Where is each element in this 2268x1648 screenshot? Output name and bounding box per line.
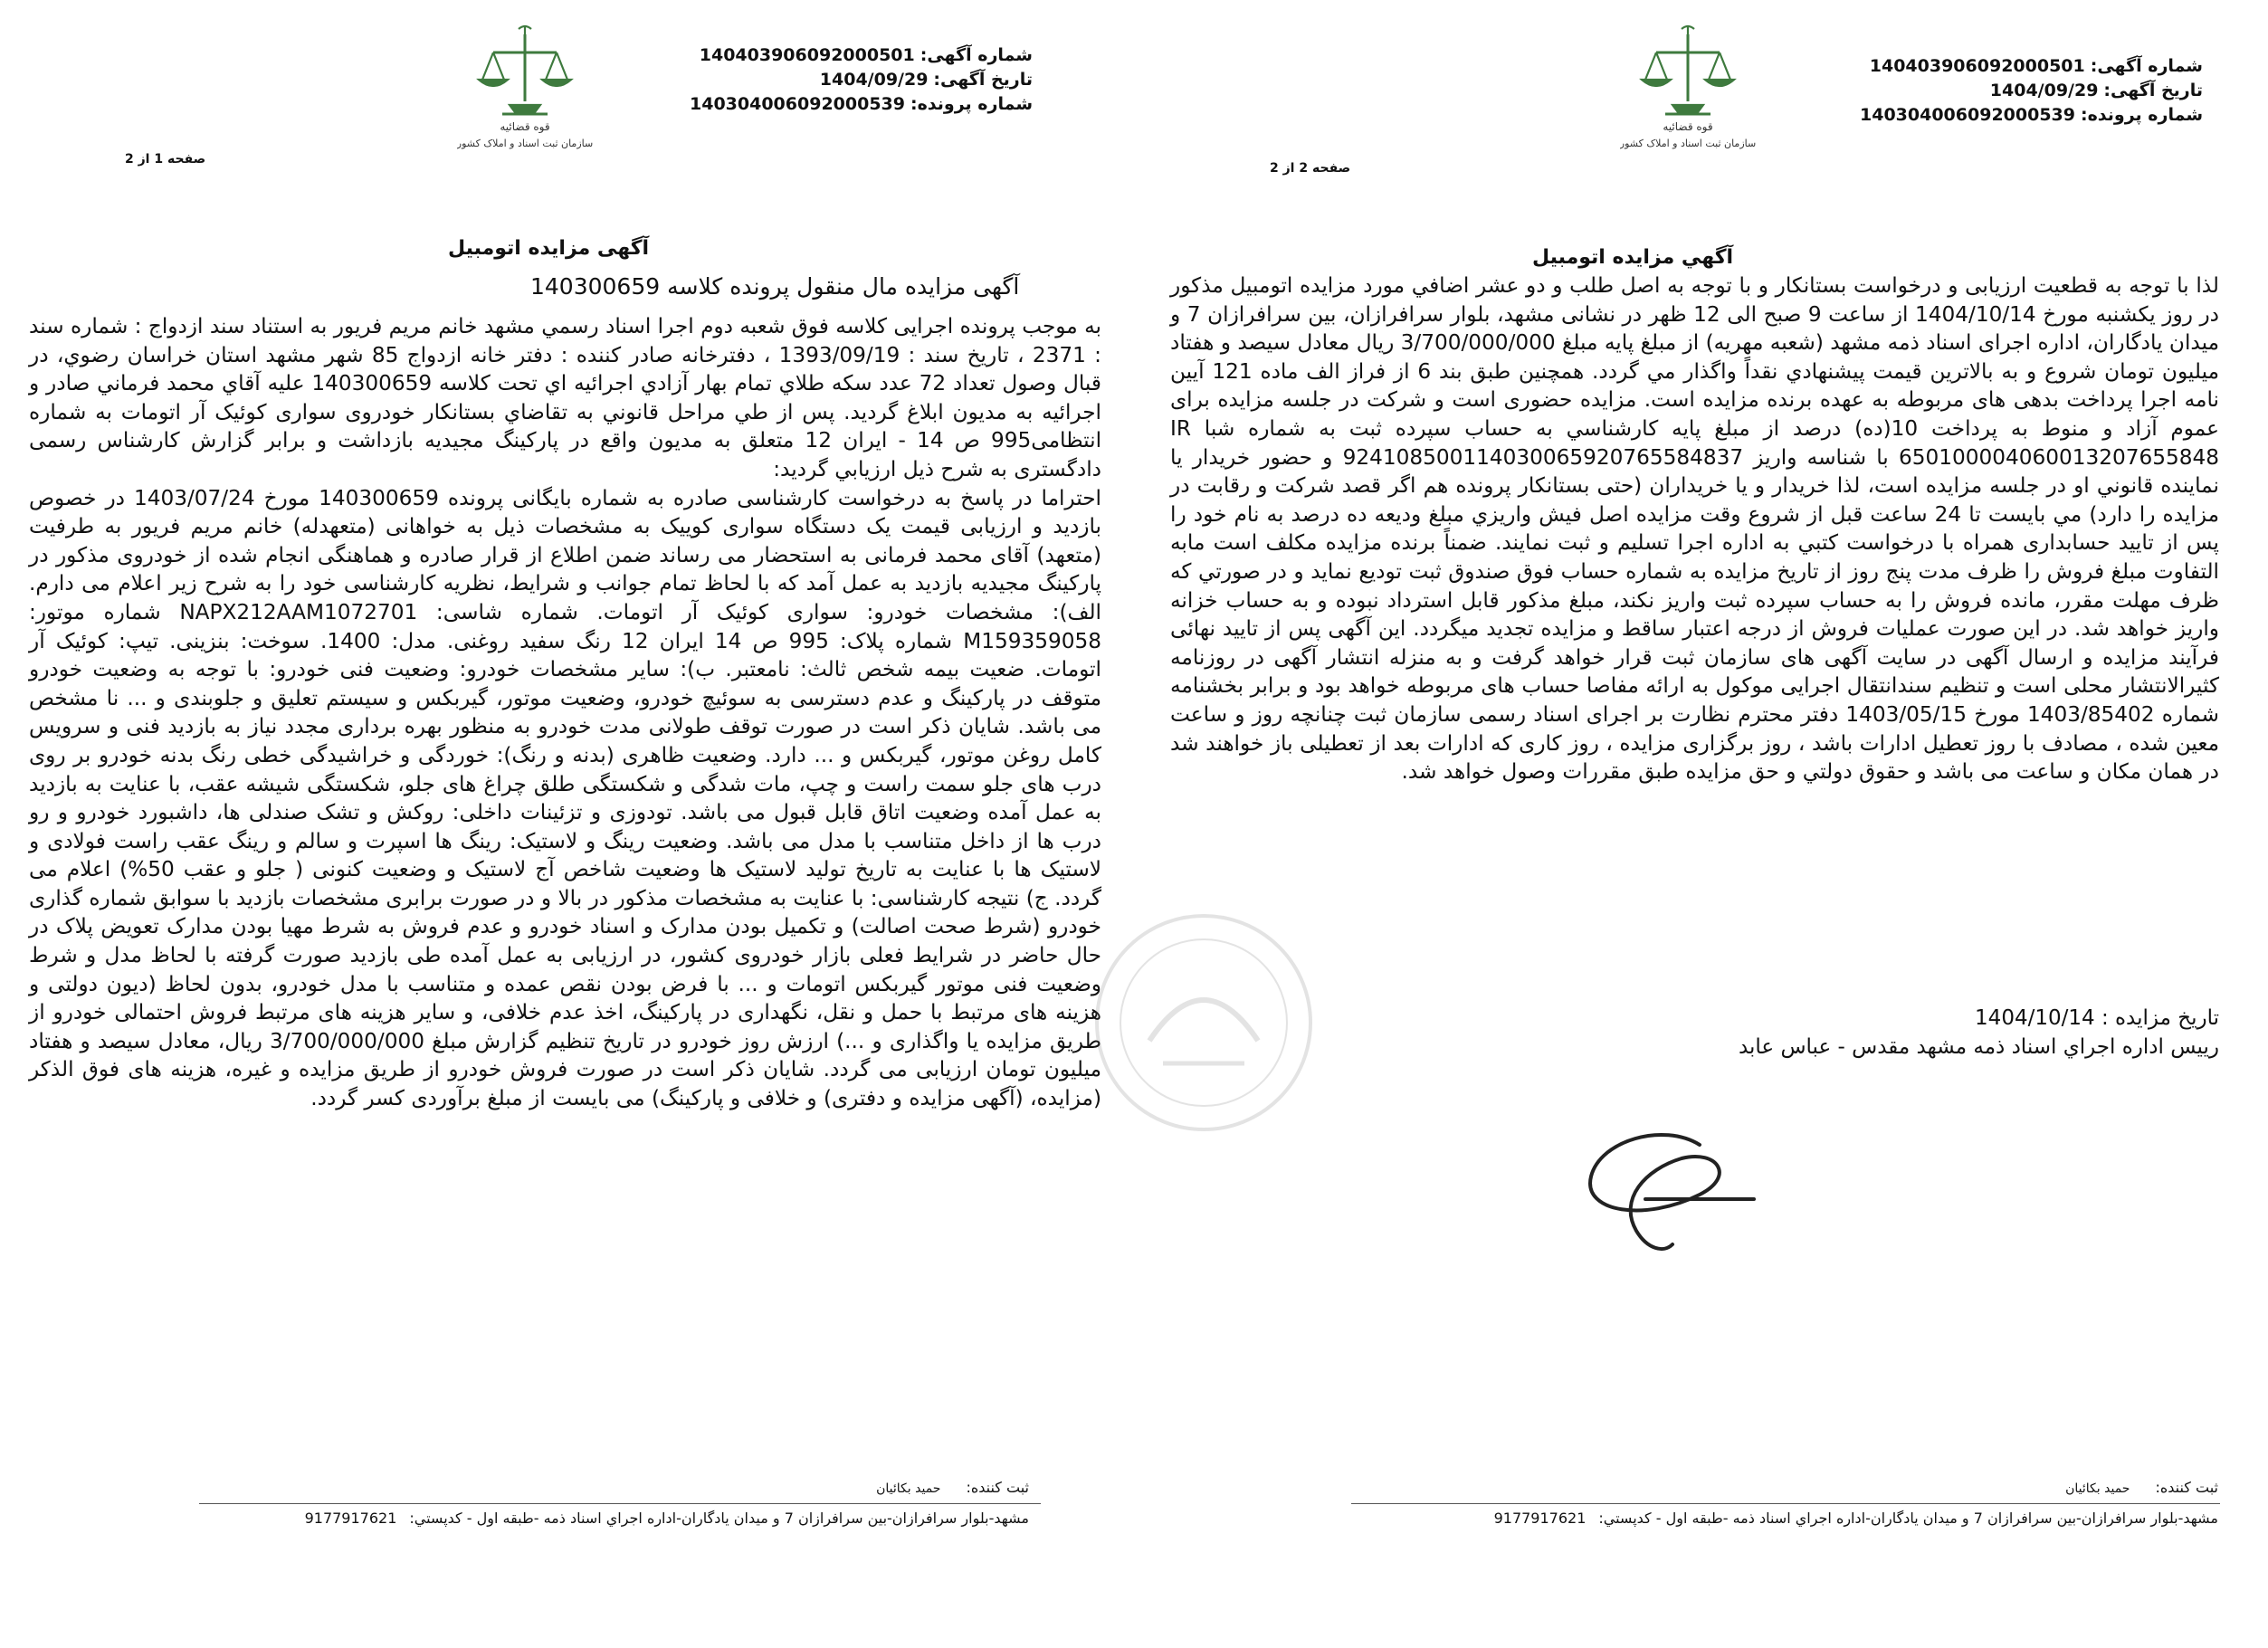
page-subtitle: آگهی مزایده مال منقول پرونده کلاسه 140300659	[530, 273, 1020, 300]
notice-date-label: تاریخ آگهی:	[2103, 81, 2203, 100]
auction-date: 1404/10/14	[1975, 1006, 2095, 1030]
footer-divider	[199, 1503, 1041, 1504]
notice-date: 1404/09/29	[819, 70, 929, 90]
notice-date: 1404/09/29	[1989, 81, 2099, 100]
registrar-label: ثبت کننده:	[966, 1479, 1029, 1496]
notice-meta	[1860, 54, 2203, 128]
emblem-caption-top: قوه قضائیه	[500, 120, 550, 133]
notice-date-label: تاریخ آگهی:	[933, 70, 1033, 90]
notice-number-label: شماره آگهی:	[920, 45, 1033, 65]
file-number-label: شماره پرونده:	[910, 94, 1033, 114]
registrar	[2065, 1479, 2218, 1496]
file-number: 140304006092000539	[690, 94, 905, 114]
notice-number-label: شماره آگهی:	[2090, 56, 2203, 76]
footer-divider	[1351, 1503, 2220, 1504]
page-number: صفحه 2 از 2	[1270, 161, 1351, 176]
notice-body	[29, 312, 1101, 1113]
emblem-caption-bottom: سازمان ثبت اسناد و املاک کشور	[457, 138, 593, 149]
paragraph-auction-terms: لذا با توجه به قطعیت ارزیابی و درخواست بستانکار و با توجه به اصل طلب و دو عشر اضافي مورد مزایده اتومبیل مذکور در روز یکشنبه مورخ 1404/10/14 از ساعت 9 صبح الی 12 ظهر در نشانی مشهد، بلوار سرافرازان، بین سرافرازان 7 و میدان یادگاران، اداره اجرای اسناد ذمه مشهد (شعبه مهریه) از مبلغ پایه مبلغ 3/700/000/000 ریال معادل سیصد و هفتاد میلیون تومان شروع و به بالاترین قیمت پیشنهادي نقداً واگذار مي گردد. همچنین طبق بند 6 از فراز الف ماده 121 آیین نامه اجرا پرداخت بدهی های مربوطه به عهده برنده مزایده است. مزایده حضوری است و شرکت در جلسه مزایده برای عموم آزاد و منوط به پرداخت 10(ده) درصد از مبلغ پایه کارشناسي به حساب سپرده ثبت به شماره شبا IR 650100004060013207655848 با شناسه واریز 924108500114030065920765584837 و حضور خریدار یا نماینده قانوني او در جلسه مزایده است، لذا خریدار و یا خریداران (حتی بستانکار پرونده هم اگر قصد شرکت و رقابت در مزایده را دارد) مي بایست تا 24 ساعت قبل از شروع وقت مزایده اصل فیش واریزي مبلغ ودیعه ده درصد به نام خود را پس از تایید حسابداری همراه با درخواست کتبي به اداره اجرا تسلیم و ثبت نمایند. ضمناً برنده مزایده مکلف است مابه التفاوت مبلغ فروش را ظرف مدت پنج روز از تاریخ مزایده به شماره حساب فوق صندوق ثبت تودیع نماید و در صورتي که ظرف مهلت مقرر، مانده فروش را به حساب سپرده ثبت واریز نکند، مبلغ مذکور قابل استرداد نبوده و به حساب خزانه واریز خواهد شد. در این صورت عملیات فروش از درجه اعتبار ساقط و مزایده تجدید میگردد. این آگهی پس از تایید نهائی فرآیند مزایده و ارسال آگهی در سایت آگهی های سازمان ثبت قرار خواهد گرفت و به منزله انتشار آگهی در روزنامه کثیرالانتشار محلی است و تنظیم سندانتقال اجرایی موکول به ارائه مفاصا حساب های مربوطه خواهد بود و برابر بخشنامه شماره 1403/85402 مورخ 1403/05/15 دفتر محترم نظارت بر اجرای اسناد رسمی سازمان ثبت چنانچه روز و ساعت معین شده ، مصادف با روز تعطیل ادارات باشد ، روز برگزاری مزایده ، روز کاری که ادارات بعد از تعطیلی باز خواهند شد در همان مکان و ساعت می باشد و حقوق دولتي و حق مزایده طبق مقررات وصول خواهد شد.	[1170, 273, 2220, 785]
postal-code: 9177917621	[304, 1510, 397, 1527]
footer-address	[1494, 1510, 2218, 1527]
footer-address	[305, 1510, 1029, 1527]
emblem-caption-bottom: سازمان ثبت اسناد و املاک کشور	[1620, 138, 1756, 149]
notice-meta	[690, 43, 1033, 117]
notice-number: 140403906092000501	[699, 45, 915, 65]
registrar-label: ثبت کننده:	[2155, 1479, 2218, 1496]
notice-body	[1170, 271, 2219, 786]
paragraph-case-intro: به موجب پرونده اجرایی کلاسه فوق شعبه دوم اجرا اسناد رسمي مشهد خانم مریم فریور به استناد سند ازدواج : شماره سند : 2371 ، تاریخ سند : 1393/09/19 ، دفترخانه صادر کننده : دفتر خانه ازدواج 85 شهر مشهد استان خراسان رضوي، در قبال وصول تعداد 72 عدد سکه طلاي تمام بهار آزادي اجرائیه اي تحت کلاسه 140300659 علیه آقاي محمد فرماني صادر و اجرائیه به مدیون ابلاغ گردید. پس از طي مراحل قانوني به تقاضاي بستانکار خودروی سواری کوئیک آر اتومات به شماره انتظامی995 ص 14 - ایران 12 متعلق به مدیون واقع در پارکینگ مجیدیه بازداشت و برابر گزارش کارشناس رسمی دادگستری به شرح ذیل ارزیابي گردید:	[29, 314, 1102, 481]
judiciary-emblem-icon	[457, 18, 593, 154]
notice-number: 140403906092000501	[1869, 56, 2085, 76]
registrar-name: حمید بکائیان	[2065, 1481, 2130, 1496]
auction-date-line	[1975, 1005, 2219, 1033]
auction-date-label: تاریخ مزایده :	[2101, 1006, 2219, 1030]
emblem-caption-top: قوه قضائیه	[1663, 120, 1713, 133]
page-number: صفحه 1 از 2	[125, 152, 206, 167]
page-title: آگهي مزایده اتومبیل	[1532, 246, 1734, 269]
signatory: رییس اداره اجراي اسناد ذمه مشهد مقدس - عباس عابد	[1738, 1035, 2219, 1059]
address-text: مشهد-بلوار سرافرازان-بين سرافرازان 7 و ميدان يادگاران-اداره اجراي اسناد ذمه -طبقه اول - كدپستي:	[409, 1510, 1029, 1527]
postal-code: 9177917621	[1493, 1510, 1587, 1527]
judiciary-emblem-icon	[1620, 18, 1756, 154]
file-number-label: شماره پرونده:	[2080, 105, 2203, 125]
paragraph-expert-report: احتراما در پاسخ به درخواست کارشناسی صادره به شماره بایگانی پرونده 140300659 مورخ 1403/07/24 در خصوص بازدید و ارزیابی قیمت یک دستگاه سواری کوییک به مشخصات ذیل به خواهانی (متعهدله) خانم مریم فریور به طرفیت (متعهد) آقای محمد فرمانی به استحضار می رساند ضمن اطلاع از قرار صادره و هماهنگی انجام شده از خودروی مذکور در پارکینگ مجیدیه بازدید به عمل آمد که با لحاظ تمام جوانب و شرایط، نظریه کارشناسی خود را به شرح زیر اعلام می دارم. الف): مشخصات خودرو: سواری کوئیک آر اتومات. شماره شاسی: NAPX212AAM1072701 شماره موتور: M159359058 شماره پلاک: 995 ص 14 ایران 12 رنگ سفید روغنی. مدل: 1400. سوخت: بنزینی. تیپ: کوئیک آر اتومات. ضعیت بیمه شخص ثالث: نامعتبر. ب): سایر مشخصات خودرو: وضعیت فنی خودرو: با توجه به وضعیت خودرو متوقف در پارکینگ و عدم دسترسی به سوئیچ خودرو، وضعیت موتور، گیربکس و سیستم تعلیق و جلوبندی و ... نا مشخص می باشد. شایان ذکر است در صورت توقف طولانی مدت خودرو به منظور بهره برداری مجدد نیاز به بازدید فنی و سرویس کامل روغن موتور، گیربکس و ... دارد. وضعیت ظاهری (بدنه و رنگ): خوردگی و خراشیدگی خطی رنگ بدنه خودرو بر روی درب های جلو سمت راست و چپ، مات شدگی و شکستگی طلق چراغ های جلو، شکستگی شیشه عقب، با عنایت به بازدید به عمل آمده وضعیت اتاق قابل قبول می باشد. تودوزی و تزئینات داخلی: روکش و تشک صندلی ها، داشبورد خودرو و رو درب ها از داخل متناسب با مدل می باشد. وضعیت رینگ و لاستیک: رینگ ها اسپرت و سالم و رینگ عقب راست فولادی و لاستیک ها با عنایت به تاریخ تولید لاستیک ها وضعیت شاخص آج لاستیک و وضعیت کنونی ( جلو و عقب 50%) اعلام می گردد. ج) نتیجه کارشناسی: با عنایت به مشخصات مذکور در بالا و در صورت برابری مشخصات بازدید با سوابق شماره گذاری خودرو (شرط صحت اصالت) و تکمیل بودن مدارک و اسناد خودرو و عدم فروش به شرط مهیا بودن مدارک تعویض پلاک در حال حاضر در شرایط فعلی بازار خودروی کشور، در ارزیابی به عمل آمده طی بازدید صورت گرفته با لحاظ مدل و شرط وضعیت فنی موتور گیربکس اتومات و ... با فرض بودن نقص عمده و متناسب با مدل خودرو، بدون لحاظ (دیون دولتی و هزینه های مرتبط با حمل و نقل، نگهداری در پارکینگ، اخذ عدم خلافی، و سایر هزینه های مرتبط فروش احتمالی خودرو از طریق مزایده یا واگذاری و ...) ارزش روز خودرو در تاریخ تنظیم گزارش مبلغ 3/700/000/000 ریال، معادل سیصد و هفتاد میلیون تومان ارزیابی می گردد. شایان ذکر است در صورت فروش خودرو از طریق مزایده و غیره، هزینه های فوق الذکر (مزایده، (آگهی مزایده و دفتری) و خلافی و پارکینگ) می بایست از مبلغ برآوردی کسر گردد.	[29, 485, 1102, 1111]
address-text: مشهد-بلوار سرافرازان-بين سرافرازان 7 و ميدان يادگاران-اداره اجراي اسناد ذمه -طبقه اول - كدپستي:	[1598, 1510, 2218, 1527]
registrar-name: حمید بکائیان	[876, 1481, 941, 1496]
signature-icon	[1564, 1113, 1763, 1267]
page-2	[1134, 0, 2268, 1648]
registrar	[876, 1479, 1029, 1496]
page-title: آگهی مزایده اتومبیل	[448, 237, 650, 260]
file-number: 140304006092000539	[1860, 105, 2075, 125]
